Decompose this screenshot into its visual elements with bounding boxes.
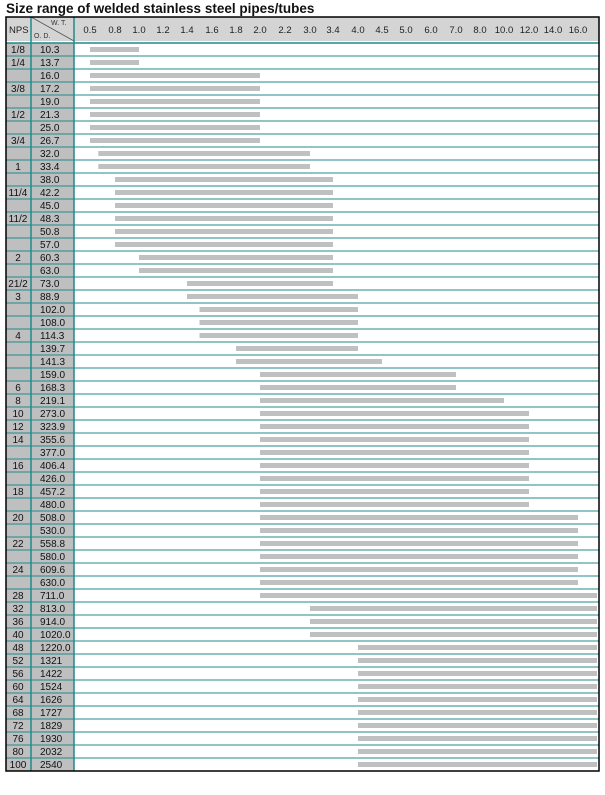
table-row <box>6 576 599 589</box>
wt-range-bar <box>358 749 597 754</box>
od-label: 457.2 <box>40 487 66 498</box>
od-label: 609.6 <box>40 565 66 576</box>
od-label: 1626 <box>40 695 63 706</box>
od-label: 1524 <box>40 682 63 693</box>
wt-range-bar <box>358 671 597 676</box>
wt-range-bar <box>260 502 529 507</box>
wt-range-bar <box>260 450 529 455</box>
wt-range-bar <box>310 606 597 611</box>
wt-range-bar <box>98 164 310 169</box>
nps-label: 12 <box>12 422 24 433</box>
nps-label: 22 <box>12 539 24 550</box>
wt-range-bar <box>187 281 333 286</box>
wt-range-bar <box>90 60 139 65</box>
wt-range-bar <box>358 723 597 728</box>
table-row <box>6 524 599 537</box>
table-row <box>6 485 599 498</box>
wt-range-bar <box>260 476 529 481</box>
table-row <box>6 238 599 251</box>
wt-range-bar <box>115 242 333 247</box>
table-row <box>6 199 599 212</box>
wt-range-bar <box>358 736 597 741</box>
od-label: 19.0 <box>40 97 60 108</box>
wt-range-bar <box>236 346 358 351</box>
table-row <box>6 732 599 745</box>
header-nps-label: NPS <box>9 25 29 36</box>
x-tick-label: 1.8 <box>229 25 243 36</box>
table-row <box>6 381 599 394</box>
wt-range-bar <box>260 489 529 494</box>
table-row <box>6 446 599 459</box>
od-label: 1422 <box>40 669 63 680</box>
table-row <box>6 355 599 368</box>
od-label: 102.0 <box>40 305 66 316</box>
wt-range-bar <box>200 333 359 338</box>
wt-range-bar <box>260 580 578 585</box>
table-row <box>6 680 599 693</box>
nps-label: 80 <box>12 747 24 758</box>
nps-label: 14 <box>12 435 24 446</box>
od-label: 1220.0 <box>40 643 71 654</box>
wt-range-bar <box>358 684 597 689</box>
table-row <box>6 290 599 303</box>
wt-range-bar <box>90 47 139 52</box>
od-label: 73.0 <box>40 279 60 290</box>
header-od-label: O. D. <box>34 33 51 40</box>
od-label: 1930 <box>40 734 63 745</box>
table-row <box>6 368 599 381</box>
wt-range-bar <box>260 372 456 377</box>
x-tick-label: 2.2 <box>278 25 292 36</box>
wt-range-bar <box>358 658 597 663</box>
table-row <box>6 706 599 719</box>
wt-range-bar <box>260 463 529 468</box>
od-label: 426.0 <box>40 474 66 485</box>
wt-range-bar <box>358 697 597 702</box>
table-row <box>6 160 599 173</box>
table-row <box>6 550 599 563</box>
od-label: 57.0 <box>40 240 60 251</box>
header-wt-label: W. T. <box>51 20 67 27</box>
od-label: 32.0 <box>40 149 60 160</box>
x-tick-label: 3.4 <box>326 25 340 36</box>
table-row <box>6 667 599 680</box>
nps-label: 8 <box>15 396 21 407</box>
od-label: 10.3 <box>40 45 60 56</box>
od-label: 914.0 <box>40 617 66 628</box>
table-row <box>6 394 599 407</box>
table-row <box>6 654 599 667</box>
od-label: 25.0 <box>40 123 60 134</box>
x-tick-label: 4.0 <box>351 25 365 36</box>
od-label: 1321 <box>40 656 63 667</box>
wt-range-bar <box>90 86 260 91</box>
od-label: 530.0 <box>40 526 66 537</box>
nps-label: 24 <box>12 565 24 576</box>
table-row <box>6 173 599 186</box>
od-label: 508.0 <box>40 513 66 524</box>
nps-label: 72 <box>12 721 24 732</box>
wt-range-bar <box>358 645 597 650</box>
wt-range-bar <box>90 138 260 143</box>
chart-title: Size range of welded stainless steel pipes/tubes <box>6 1 315 16</box>
table-row <box>6 121 599 134</box>
nps-label: 3/8 <box>11 84 25 95</box>
od-label: 1020.0 <box>40 630 71 641</box>
table-row <box>6 329 599 342</box>
wt-range-bar <box>115 177 333 182</box>
wt-range-bar <box>260 554 578 559</box>
wt-range-bar <box>310 632 597 637</box>
od-label: 88.9 <box>40 292 60 303</box>
nps-label: 3/4 <box>11 136 25 147</box>
od-label: 219.1 <box>40 396 66 407</box>
table-rows <box>6 43 599 771</box>
wt-range-bar <box>358 710 597 715</box>
wt-range-bar <box>200 307 359 312</box>
od-label: 2540 <box>40 760 63 771</box>
x-tick-label: 16.0 <box>568 25 588 36</box>
od-label: 2032 <box>40 747 63 758</box>
nps-label: 6 <box>15 383 21 394</box>
od-label: 813.0 <box>40 604 66 615</box>
nps-label: 18 <box>12 487 24 498</box>
x-tick-label: 8.0 <box>473 25 487 36</box>
x-tick-label: 3.0 <box>303 25 317 36</box>
x-tick-label: 10.0 <box>494 25 514 36</box>
nps-label: 4 <box>15 331 21 342</box>
wt-range-bar <box>358 762 597 767</box>
nps-label: 76 <box>12 734 24 745</box>
wt-range-bar <box>260 424 529 429</box>
table-row <box>6 693 599 706</box>
table-row <box>6 342 599 355</box>
table-row <box>6 407 599 420</box>
od-label: 159.0 <box>40 370 66 381</box>
od-label: 273.0 <box>40 409 66 420</box>
nps-label: 21/2 <box>8 279 28 290</box>
table-row <box>6 277 599 290</box>
od-label: 406.4 <box>40 461 66 472</box>
table-row <box>6 563 599 576</box>
table-row <box>6 420 599 433</box>
x-tick-label: 1.6 <box>205 25 219 36</box>
table-row <box>6 745 599 758</box>
x-tick-label: 1.2 <box>156 25 170 36</box>
wt-range-bar <box>260 515 578 520</box>
table-row <box>6 264 599 277</box>
wt-range-bar <box>260 567 578 572</box>
wt-range-bar <box>98 151 310 156</box>
nps-label: 28 <box>12 591 24 602</box>
table-row <box>6 251 599 264</box>
table-row <box>6 719 599 732</box>
table-row <box>6 56 599 69</box>
x-tick-label: 5.0 <box>399 25 413 36</box>
wt-range-bar <box>260 398 504 403</box>
wt-range-bar <box>260 411 529 416</box>
table-row <box>6 225 599 238</box>
wt-range-bar <box>90 99 260 104</box>
od-label: 33.4 <box>40 162 60 173</box>
od-label: 711.0 <box>40 591 65 602</box>
wt-range-bar <box>139 268 333 273</box>
nps-label: 20 <box>12 513 24 524</box>
nps-label: 16 <box>12 461 24 472</box>
x-tick-label: 12.0 <box>519 25 539 36</box>
table-row <box>6 433 599 446</box>
od-label: 50.8 <box>40 227 60 238</box>
x-tick-label: 1.4 <box>180 25 194 36</box>
od-label: 13.7 <box>40 58 60 69</box>
x-tick-label: 1.0 <box>132 25 146 36</box>
od-label: 114.3 <box>40 331 65 342</box>
table-row <box>6 82 599 95</box>
nps-label: 10 <box>12 409 24 420</box>
od-label: 16.0 <box>40 71 60 82</box>
od-label: 26.7 <box>40 136 60 147</box>
nps-label: 1 <box>15 162 21 173</box>
wt-range-bar <box>200 320 359 325</box>
od-label: 377.0 <box>40 448 66 459</box>
table-row <box>6 69 599 82</box>
wt-range-bar <box>187 294 358 299</box>
nps-label: 64 <box>12 695 24 706</box>
od-label: 42.2 <box>40 188 60 199</box>
od-label: 60.3 <box>40 253 60 264</box>
nps-label: 11/2 <box>8 214 28 225</box>
wt-range-bar <box>90 112 260 117</box>
wt-range-bar <box>115 216 333 221</box>
od-label: 45.0 <box>40 201 60 212</box>
wt-range-bar <box>260 528 578 533</box>
od-label: 355.6 <box>40 435 66 446</box>
od-label: 17.2 <box>40 84 60 95</box>
wt-range-bar <box>236 359 382 364</box>
od-label: 558.8 <box>40 539 66 550</box>
nps-label: 1/4 <box>11 58 25 69</box>
nps-label: 68 <box>12 708 24 719</box>
table-row <box>6 511 599 524</box>
table-row <box>6 186 599 199</box>
wt-range-bar <box>115 229 333 234</box>
od-label: 48.3 <box>40 214 60 225</box>
nps-label: 36 <box>12 617 24 628</box>
od-label: 141.3 <box>40 357 66 368</box>
nps-label: 60 <box>12 682 24 693</box>
nps-label: 100 <box>9 760 27 771</box>
table-row <box>6 641 599 654</box>
x-axis-ticks <box>83 25 587 36</box>
x-tick-label: 7.0 <box>449 25 463 36</box>
x-tick-label: 0.8 <box>108 25 122 36</box>
x-tick-label: 14.0 <box>543 25 563 36</box>
table-row <box>6 212 599 225</box>
wt-range-bar <box>115 203 333 208</box>
od-label: 323.9 <box>40 422 66 433</box>
nps-label: 32 <box>12 604 24 615</box>
od-label: 139.7 <box>40 344 66 355</box>
od-label: 63.0 <box>40 266 60 277</box>
table-row <box>6 472 599 485</box>
od-label: 38.0 <box>40 175 60 186</box>
table-row <box>6 303 599 316</box>
nps-label: 1/2 <box>11 110 25 121</box>
wt-range-bar <box>260 593 597 598</box>
x-tick-label: 6.0 <box>424 25 438 36</box>
table-row <box>6 758 599 771</box>
od-label: 630.0 <box>40 578 66 589</box>
table-row <box>6 628 599 641</box>
nps-label: 40 <box>12 630 24 641</box>
x-tick-label: 4.5 <box>375 25 389 36</box>
od-label: 1727 <box>40 708 63 719</box>
table-row <box>6 316 599 329</box>
table-row <box>6 537 599 550</box>
wt-range-bar <box>90 73 260 78</box>
nps-label: 48 <box>12 643 24 654</box>
nps-label: 11/4 <box>8 188 28 199</box>
od-label: 580.0 <box>40 552 66 563</box>
table-row <box>6 589 599 602</box>
wt-range-bar <box>260 541 578 546</box>
nps-label: 2 <box>15 253 21 264</box>
x-tick-label: 0.5 <box>83 25 97 36</box>
table-row <box>6 147 599 160</box>
table-row <box>6 602 599 615</box>
nps-label: 1/8 <box>11 45 25 56</box>
wt-range-bar <box>90 125 260 130</box>
wt-range-bar <box>115 190 333 195</box>
od-label: 168.3 <box>40 383 66 394</box>
od-label: 21.3 <box>40 110 60 121</box>
wt-range-bar <box>139 255 333 260</box>
wt-range-bar <box>260 437 529 442</box>
table-row <box>6 615 599 628</box>
wt-range-bar <box>310 619 597 624</box>
od-label: 1829 <box>40 721 63 732</box>
nps-label: 3 <box>15 292 21 303</box>
table-row <box>6 459 599 472</box>
table-row <box>6 134 599 147</box>
nps-label: 56 <box>12 669 24 680</box>
od-label: 480.0 <box>40 500 66 511</box>
x-tick-label: 2.0 <box>253 25 267 36</box>
table-row <box>6 108 599 121</box>
table-row <box>6 95 599 108</box>
nps-label: 52 <box>12 656 24 667</box>
table-row <box>6 498 599 511</box>
od-label: 108.0 <box>40 318 66 329</box>
wt-range-bar <box>260 385 456 390</box>
